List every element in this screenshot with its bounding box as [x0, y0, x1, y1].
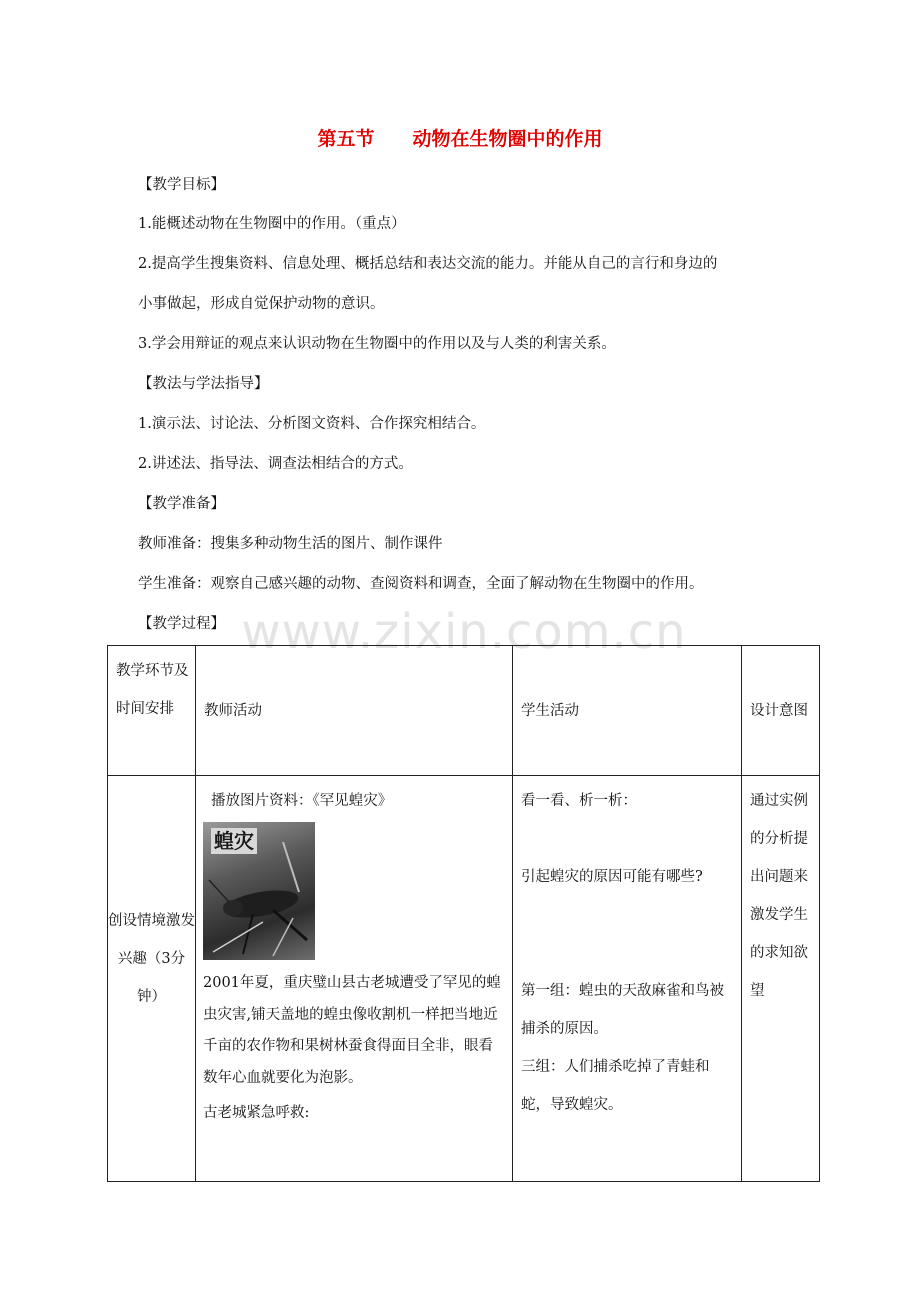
locust-story: 2001年夏，重庆璧山县古老城遭受了罕见的蝗虫灾害,铺天盖地的蝗虫像收割机一样把当地近千亩的农作物和果树林蚕食得面目全非，眼看数年心血就要化为泡影。	[203, 975, 501, 1086]
section-heading-goals: 【教学目标】	[138, 177, 225, 193]
goal-3: 3.学会用辩证的观点来认识动物在生物圈中的作用以及与人类的利害关系。	[138, 336, 616, 352]
watermark: www.zixin.com.cn	[241, 604, 687, 660]
student-activity-cell	[513, 776, 742, 1182]
student-prompt: 看一看、析一析：	[521, 793, 637, 809]
group-answer-1: 第一组：蝗虫的天敌麻雀和鸟被捕杀的原因。	[521, 983, 724, 1037]
table-row	[108, 776, 820, 1182]
goal-2: 2.提高学生搜集资料、信息处理、概括总结和表达交流的能力。并能从自己的言行和身边的	[138, 256, 718, 272]
section-heading-methods: 【教法与学法指导】	[138, 376, 269, 392]
student-question: 引起蝗灾的原因可能有哪些?	[521, 869, 703, 885]
locust-image	[203, 822, 315, 960]
header-student: 学生活动	[513, 646, 742, 776]
goal-1: 1.能概述动物在生物圈中的作用。（重点）	[138, 216, 406, 232]
teacher-activity-cell	[196, 776, 513, 1182]
teacher-intro: 播放图片资料：《罕见蝗灾》	[211, 793, 393, 809]
header-stage: 教学环节及时间安排	[108, 646, 196, 776]
method-2: 2.讲述法、指导法、调查法相结合的方式。	[138, 456, 413, 472]
student-prep: 学生准备：观察自己感兴趣的动物、查阅资料和调查，全面了解动物在生物圈中的作用。	[138, 576, 704, 592]
header-teacher: 教师活动	[196, 646, 513, 776]
header-intent: 设计意图	[742, 646, 820, 776]
teaching-process-table	[107, 645, 820, 1182]
page-title: 第五节 动物在生物圈中的作用	[317, 128, 603, 150]
group-answer-3: 三组：人们捕杀吃掉了青蛙和蛇，导致蝗灾。	[521, 1059, 710, 1113]
design-intent-cell: 通过实例的分析提出问题来激发学生的求知欲望	[742, 776, 820, 1182]
locust-icon	[203, 822, 315, 960]
locust-image-label: 蝗灾	[211, 828, 257, 854]
teacher-prep: 教师准备：搜集多种动物生活的图片、制作课件	[138, 536, 443, 552]
section-heading-process: 【教学过程】	[138, 616, 225, 632]
goal-2-cont: 小事做起，形成自觉保护动物的意识。	[138, 296, 385, 312]
section-heading-prep: 【教学准备】	[138, 496, 225, 512]
table-header-row	[108, 646, 820, 776]
method-1: 1.演示法、讨论法、分析图文资料、合作探究相结合。	[138, 416, 486, 432]
locust-appeal: 古老城紧急呼救:	[203, 1105, 310, 1121]
stage-cell: 创设情境激发兴趣（3分钟）	[108, 776, 196, 1182]
